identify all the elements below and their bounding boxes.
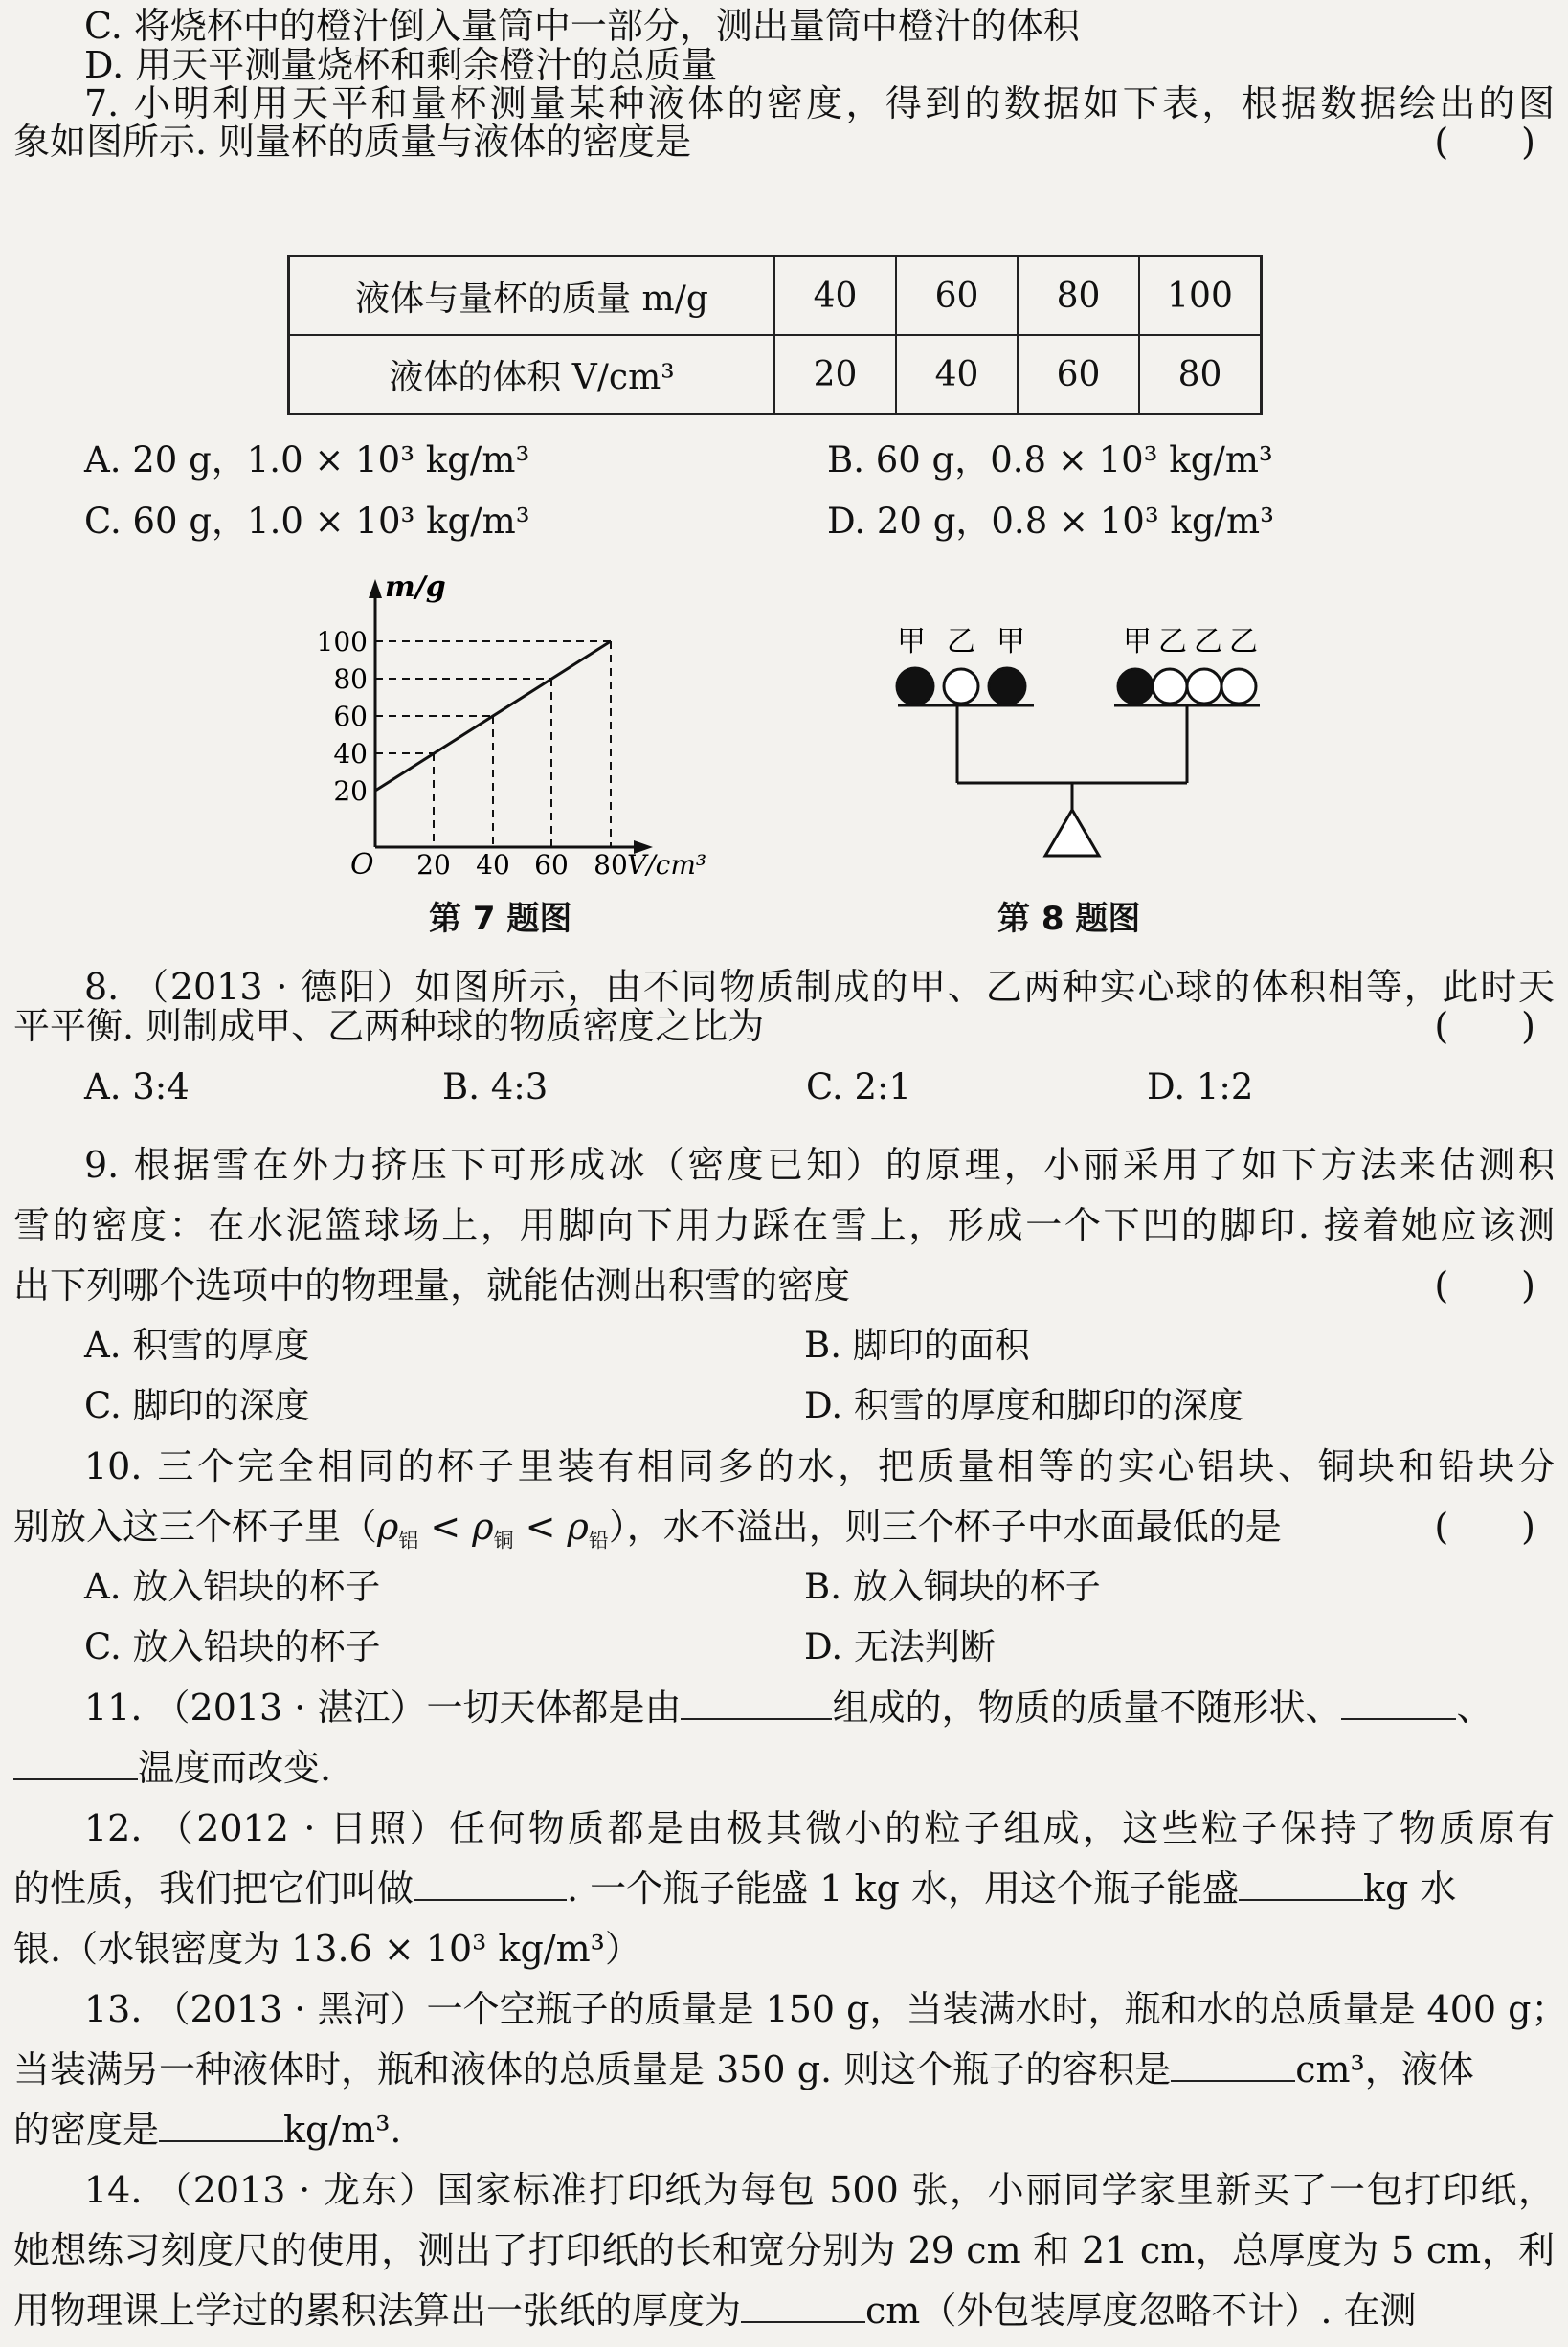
y-tick-label: 40	[333, 738, 368, 770]
ball-label: 乙	[947, 625, 975, 659]
ball-yi	[1153, 669, 1187, 704]
q7-option-d: D. 20 g，0.8 × 10³ kg/m³	[827, 501, 1274, 542]
table-cell: 40	[774, 257, 896, 336]
answer-blank[interactable]	[159, 2108, 283, 2142]
q8-option-a: A. 3:4	[84, 1066, 190, 1107]
q14-line2: 她想练习刻度尺的使用，测出了打印纸的长和宽分别为 29 cm 和 21 cm，总厚度为 5 cm，利	[13, 2229, 1555, 2271]
q12-line1: 12. （2012 · 日照）任何物质都是由极其微小的粒子组成，这些粒子保持了物质原有	[84, 1807, 1555, 1849]
table-cell: 40	[896, 335, 1018, 414]
ball-label: 乙	[1158, 625, 1187, 659]
q6-option-c: C. 将烧杯中的橙汁倒入量筒中一部分，测出量筒中橙汁的体积	[84, 5, 1080, 47]
y-tick-label: 60	[333, 701, 368, 732]
answer-blank[interactable]	[414, 1866, 567, 1901]
fulcrum-icon	[1045, 810, 1099, 856]
q10-stem-line2	[13, 1503, 1555, 1565]
less-than: <	[418, 1506, 473, 1548]
q8-option-c: C. 2:1	[806, 1066, 912, 1107]
answer-blank[interactable]	[1239, 1866, 1363, 1901]
q9-option-d: D. 积雪的厚度和脚印的深度	[804, 1385, 1243, 1426]
ball-yi	[944, 669, 978, 704]
q8-stem-text: 平平衡. 则制成甲、乙两种球的物质密度之比为	[13, 1005, 765, 1047]
y-axis-label: m/g	[385, 570, 446, 604]
q11-text: 温度而改变.	[138, 1747, 332, 1789]
q14-text: 用物理课上学过的累积法算出一张纸的厚度为	[13, 2290, 742, 2332]
fig8-balance	[881, 613, 1283, 871]
q7-option-c: C. 60 g，1.0 × 10³ kg/m³	[84, 501, 530, 542]
answer-blank[interactable]	[1171, 2047, 1295, 2082]
q9-stem-line1: 9. 根据雪在外力挤压下可形成冰（密度已知）的原理，小丽采用了如下方法来估测积	[84, 1144, 1555, 1186]
x-tick-label: 40	[476, 849, 510, 876]
rho-subscript: 铝	[398, 1529, 419, 1553]
q10-stem-text: 别放入这三个杯子里（	[13, 1506, 378, 1548]
q13-text: cm³，液体	[1295, 2048, 1474, 2090]
table-cell: 60	[1018, 335, 1139, 414]
q7-answer-paren: ( )	[1434, 121, 1535, 163]
ball-label: 乙	[1229, 625, 1258, 659]
guide-lines	[375, 641, 611, 847]
q12-text: kg 水	[1362, 1867, 1457, 1910]
q11-text: 11. （2013 · 湛江）一切天体都是由	[84, 1687, 682, 1729]
y-tick-label: 100	[316, 626, 368, 658]
q10-answer-paren: ( )	[1434, 1506, 1535, 1548]
q7-option-a: A. 20 g，1.0 × 10³ kg/m³	[84, 439, 530, 481]
rho-subscript: 铅	[588, 1529, 609, 1553]
q12-text: . 一个瓶子能盛 1 kg 水，用这个瓶子能盛	[567, 1867, 1239, 1910]
q14-line3	[13, 2287, 1555, 2335]
q13-text: 的密度是	[13, 2109, 160, 2151]
q9-option-b: B. 脚印的面积	[804, 1325, 1030, 1366]
q8-answer-paren: ( )	[1434, 1005, 1535, 1047]
answer-blank[interactable]	[681, 1686, 832, 1720]
q11-line2	[13, 1744, 1555, 1792]
q8-stem-line1: 8. （2013 · 德阳）如图所示，由不同物质制成的甲、乙两种实心球的体积相等，此时天	[84, 966, 1555, 1008]
x-tick-label: 60	[534, 849, 569, 876]
y-axis-arrow-icon	[369, 579, 382, 598]
q7-stem-line2	[13, 118, 1555, 166]
ball-jia	[897, 668, 933, 704]
table-cell: 80	[1139, 335, 1262, 414]
y-tick-label: 80	[333, 663, 368, 695]
x-tick-label: 80	[594, 849, 628, 876]
q10-option-a: A. 放入铝块的杯子	[84, 1566, 381, 1607]
fig7-graph	[316, 570, 737, 876]
less-than: <	[513, 1506, 568, 1548]
q10-stem-line1: 10. 三个完全相同的杯子里装有相同多的水，把质量相等的实心铝块、铜块和铅块分	[84, 1445, 1555, 1487]
table-cell: 100	[1139, 257, 1262, 336]
q13-text: kg/m³.	[283, 2109, 402, 2151]
q12-line3: 银.（水银密度为 13.6 × 10³ kg/m³）	[13, 1928, 641, 1970]
ball-yi	[1221, 669, 1256, 704]
table-cell: 80	[1018, 257, 1139, 336]
answer-blank[interactable]	[13, 1746, 138, 1780]
ball-jia	[989, 668, 1025, 704]
x-axis-label: V/cm³	[627, 849, 707, 876]
ball-label: 甲	[1123, 625, 1152, 659]
q7-stem-line1: 7. 小明利用天平和量杯测量某种液体的密度，得到的数据如下表，根据数据绘出的图	[84, 82, 1555, 124]
q11-line1	[84, 1684, 1555, 1732]
q11-text: 组成的，物质的质量不随形状、	[832, 1687, 1342, 1729]
answer-blank[interactable]	[741, 2289, 865, 2323]
table-row1-label: 液体与量杯的质量 m/g	[289, 257, 775, 336]
table-cell: 60	[896, 257, 1018, 336]
fig7-caption: 第 7 题图	[429, 900, 572, 938]
q7-option-b: B. 60 g，0.8 × 10³ kg/m³	[827, 439, 1273, 481]
q6-option-d: D. 用天平测量烧杯和剩余橙汁的总质量	[84, 44, 718, 86]
q10-option-c: C. 放入铅块的杯子	[84, 1626, 381, 1667]
origin-label: O	[350, 848, 374, 876]
table-row2-label: 液体的体积 V/cm³	[289, 335, 775, 414]
q10-option-b: B. 放入铜块的杯子	[804, 1566, 1101, 1607]
rho-symbol: ρ	[472, 1506, 494, 1548]
fig8-caption: 第 8 题图	[997, 900, 1141, 938]
q8-option-d: D. 1:2	[1147, 1066, 1254, 1107]
q9-option-c: C. 脚印的深度	[84, 1385, 310, 1426]
rho-symbol: ρ	[377, 1506, 399, 1548]
ball-label: 乙	[1194, 625, 1222, 659]
q10-stem-text: ），水不溢出，则三个杯子中水面最低的是	[608, 1506, 1282, 1548]
data-line	[375, 641, 611, 791]
q9-stem-line3	[13, 1262, 1555, 1309]
q9-answer-paren: ( )	[1434, 1264, 1535, 1307]
ball-yi	[1187, 669, 1221, 704]
rho-subscript: 铜	[493, 1529, 514, 1553]
q10-option-d: D. 无法判断	[804, 1626, 996, 1667]
q9-stem-line2: 雪的密度：在水泥篮球场上，用脚向下用力踩在雪上，形成一个下凹的脚印. 接着她应该测	[13, 1204, 1555, 1246]
q12-line2	[13, 1865, 1555, 1912]
q9-option-a: A. 积雪的厚度	[84, 1325, 310, 1366]
q13-line3	[13, 2106, 1555, 2154]
q14-line1: 14. （2013 · 龙东）国家标准打印纸为每包 500 张，小丽同学家里新买了一包打印纸，	[84, 2169, 1555, 2211]
q13-line1: 13. （2013 · 黑河）一个空瓶子的质量是 150 g，当装满水时，瓶和水的总质量是 400 g；	[84, 1988, 1568, 2030]
q8-stem-line2	[13, 1002, 1555, 1050]
q7-data-table	[287, 255, 1263, 415]
q13-line2	[13, 2045, 1555, 2093]
q7-stem-text: 象如图所示. 则量杯的质量与液体的密度是	[13, 121, 692, 163]
q14-text: cm（外包装厚度忽略不计）. 在测	[865, 2290, 1417, 2332]
q8-option-b: B. 4:3	[442, 1066, 549, 1107]
ball-label: 甲	[997, 625, 1025, 659]
ball-label: 甲	[897, 625, 926, 659]
table-cell: 20	[774, 335, 896, 414]
ball-jia	[1118, 669, 1153, 704]
x-tick-label: 20	[416, 849, 451, 876]
y-tick-label: 20	[333, 775, 368, 807]
q11-text: 、	[1456, 1687, 1493, 1729]
q13-text: 当装满另一种液体时，瓶和液体的总质量是 350 g. 则这个瓶子的容积是	[13, 2048, 1172, 2090]
q9-stem-text: 出下列哪个选项中的物理量，就能估测出积雪的密度	[13, 1264, 851, 1307]
rho-symbol: ρ	[567, 1506, 589, 1548]
q12-text: 的性质，我们把它们叫做	[13, 1867, 414, 1910]
answer-blank[interactable]	[1341, 1686, 1456, 1720]
